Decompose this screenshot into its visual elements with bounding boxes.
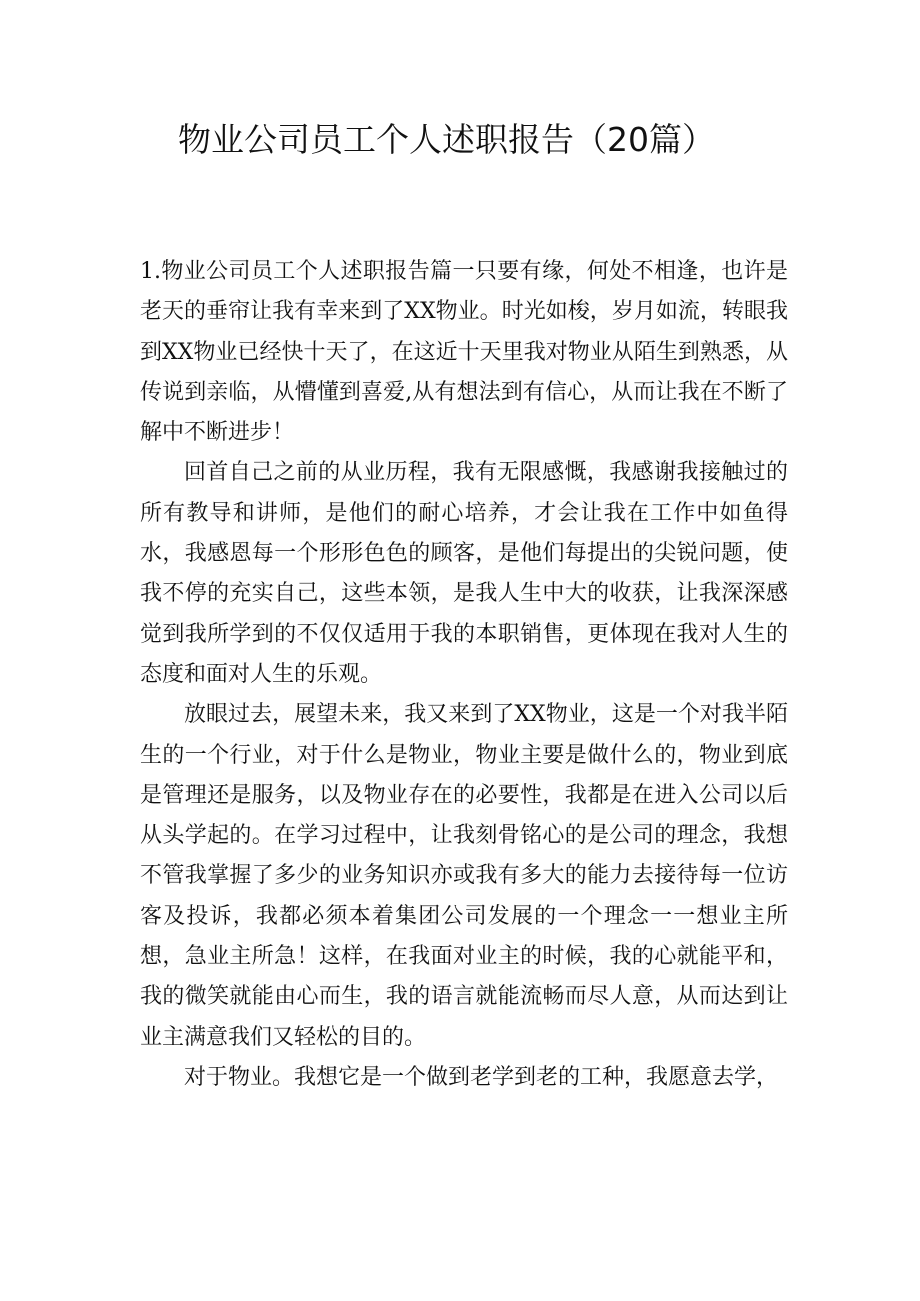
paragraph-4: 对于物业。我想它是一个做到老学到老的工种，我愿意去学，	[184, 1064, 779, 1090]
paragraph-2: 回首自己之前的从业历程，我有无限感慨，我感谢我接触过的所有教导和讲师，是他们的耐心培养，才会让我在工作中如鱼得水，我感恩每一个形形色色的顾客，是他们每提出的尖锐问题，使我不停的充实自己，这些本领，是我人生中大的收获，让我深深感觉到我所学到的不仅仅适用于我的本职销售，更体现在我对人生的态度和面对人生的乐观。	[140, 460, 788, 687]
document-title: 物业公司员工个人述职报告（20篇）	[178, 120, 715, 159]
paragraph-3: 放眼过去，展望未来，我又来到了XX物业，这是一个对我半陌生的一个行业，对于什么是物业，物业主要是做什么的，物业到底是管理还是服务，以及物业存在的必要性，我都是在进入公司以后从头学起的。在学习过程中，让我刻骨铭心的是公司的理念，我想不管我掌握了多少的业务知识亦或我有多大的能力去接待每一位访客及投诉，我都必须本着集团公司发展的一个理念一一想业主所想，急业主所急！这样，在我面对业主的时候，我的心就能平和，我的微笑就能由心而生，我的语言就能流畅而尽人意，从而达到让业主满意我们又轻松的目的。	[140, 702, 788, 1050]
document-body	[140, 252, 788, 1098]
paragraph-1: 1.物业公司员工个人述职报告篇一只要有缘，何处不相逢，也许是老天的垂帘让我有幸来到了XX物业。时光如梭，岁月如流，转眼我到XX物业已经快十天了，在这近十天里我对物业从陌生到熟悉，从传说到亲临，从懵懂到喜爱,从有想法到有信心，从而让我在不断了解中不断进步！	[140, 259, 788, 446]
